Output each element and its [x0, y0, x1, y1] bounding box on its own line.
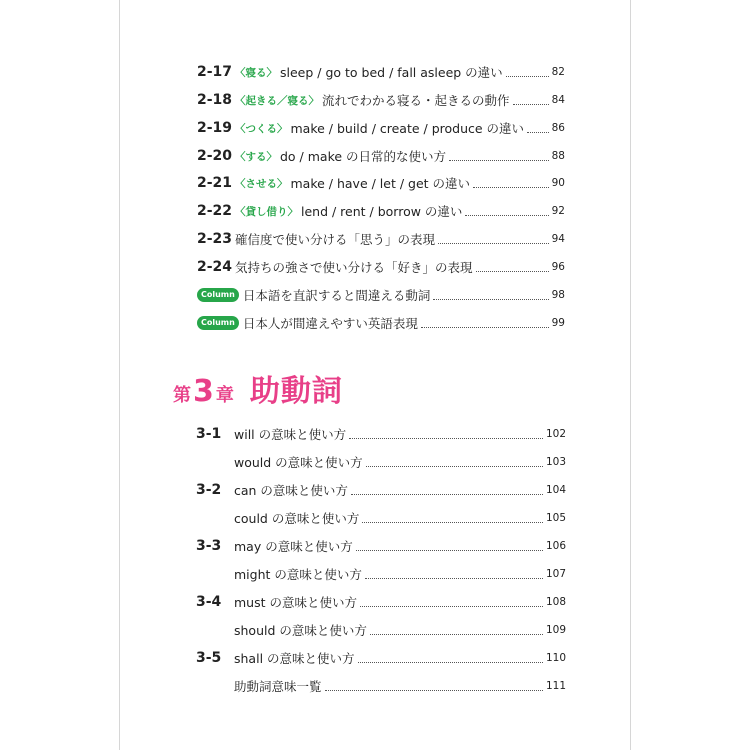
toc-entry[interactable] [197, 256, 565, 278]
leader-dots [362, 522, 543, 523]
entry-number: 2-20 [197, 148, 233, 164]
entry-number: 2-19 [197, 120, 233, 136]
toc-entry[interactable] [196, 647, 566, 669]
entry-number: 3-5 [196, 650, 222, 666]
entry-page: 98 [551, 289, 565, 301]
entry-page: 88 [551, 150, 565, 162]
entry-page: 106 [545, 540, 566, 552]
entry-title: make / build / create / produce の違い [290, 121, 525, 136]
entry-page: 90 [551, 177, 565, 189]
entry-title: do / make の日常的な使い方 [280, 149, 447, 164]
column-badge: Column [197, 288, 239, 302]
toc-entry[interactable] [196, 675, 566, 697]
entry-number: 2-22 [197, 203, 233, 219]
entry-title: 確信度で使い分ける「思う」の表現 [235, 232, 436, 247]
toc-entry[interactable] [197, 89, 565, 111]
entry-page: 94 [551, 233, 565, 245]
leader-dots [366, 466, 543, 467]
entry-number: 2-23 [197, 231, 233, 247]
entry-page: 107 [545, 568, 566, 580]
entry-page: 104 [545, 484, 566, 496]
leader-dots [513, 104, 549, 105]
entry-number: 3-2 [196, 482, 222, 498]
entry-number: 2-21 [197, 175, 233, 191]
entry-page: 111 [545, 680, 566, 692]
entry-title: will の意味と使い方 [234, 427, 347, 442]
leader-dots [476, 271, 549, 272]
leader-dots [349, 438, 543, 439]
entry-page: 92 [551, 205, 565, 217]
entry-tag: 〈貸し借り〉 [235, 205, 298, 218]
entry-tag: 〈する〉 [235, 150, 277, 163]
entry-title: 流れでわかる寝る・起きるの動作 [322, 93, 510, 108]
entry-title: 助動詞意味一覧 [234, 679, 322, 694]
entry-title: shall の意味と使い方 [234, 651, 355, 666]
toc-entry[interactable] [196, 451, 566, 473]
entry-page: 109 [545, 624, 566, 636]
entry-page: 82 [551, 66, 565, 78]
entry-page: 99 [551, 317, 565, 329]
entry-title: would の意味と使い方 [234, 455, 363, 470]
toc-entry[interactable] [197, 228, 565, 250]
entry-number: 2-17 [197, 64, 233, 80]
entry-title: 日本人が間違えやすい英語表現 [242, 316, 418, 331]
entry-tag: 〈寝る〉 [235, 66, 277, 79]
chapter-title: 助動詞 [249, 374, 343, 409]
leader-dots [360, 606, 543, 607]
toc-entry[interactable] [197, 145, 565, 167]
leader-dots [351, 494, 543, 495]
entry-tag: 〈つくる〉 [235, 122, 288, 135]
toc-entry[interactable] [196, 591, 566, 613]
entry-title: can の意味と使い方 [234, 483, 348, 498]
entry-title: lend / rent / borrow の違い [301, 204, 463, 219]
leader-dots [421, 327, 549, 328]
toc-entry[interactable] [197, 172, 565, 194]
toc-entry[interactable] [196, 479, 566, 501]
chapter-heading [173, 366, 343, 409]
leader-dots [449, 160, 549, 161]
leader-dots [370, 634, 543, 635]
leader-dots [433, 299, 548, 300]
column-badge: Column [197, 316, 239, 330]
leader-dots [356, 550, 543, 551]
toc-entry[interactable] [197, 61, 565, 83]
entry-title: 日本語を直訳すると間違える動詞 [242, 288, 431, 303]
toc-column-entry[interactable] [197, 284, 565, 306]
entry-page: 102 [545, 428, 566, 440]
entry-page: 105 [545, 512, 566, 524]
entry-page: 110 [545, 652, 566, 664]
leader-dots [473, 187, 549, 188]
toc-entry[interactable] [196, 535, 566, 557]
toc-entry[interactable] [196, 619, 566, 641]
leader-dots [365, 578, 543, 579]
entry-tag: 〈起きる／寝る〉 [235, 94, 319, 107]
entry-title: must の意味と使い方 [234, 595, 357, 610]
entry-page: 86 [551, 122, 565, 134]
leader-dots [358, 662, 543, 663]
entry-title: should の意味と使い方 [234, 623, 367, 638]
entry-title: could の意味と使い方 [234, 511, 360, 526]
entry-page: 103 [545, 456, 566, 468]
entry-number: 3-4 [196, 594, 222, 610]
entry-number: 2-24 [197, 259, 233, 275]
entry-page: 84 [551, 94, 565, 106]
toc-entry[interactable] [196, 507, 566, 529]
entry-page: 96 [551, 261, 565, 273]
entry-page: 108 [545, 596, 566, 608]
toc-entry[interactable] [196, 563, 566, 585]
toc-entry[interactable] [197, 117, 565, 139]
entry-number: 2-18 [197, 92, 233, 108]
entry-title: might の意味と使い方 [234, 567, 362, 582]
leader-dots [325, 690, 543, 691]
entry-title: may の意味と使い方 [234, 539, 353, 554]
toc-entry[interactable] [197, 200, 565, 222]
chapter-number: 3 [193, 374, 214, 409]
leader-dots [506, 76, 549, 77]
entry-number: 3-1 [196, 426, 222, 442]
chapter-suffix: 章 [215, 385, 234, 406]
leader-dots [465, 215, 548, 216]
entry-title: 気持ちの強さで使い分ける「好き」の表現 [235, 260, 473, 275]
entry-title: make / have / let / get の違い [290, 176, 471, 191]
toc-column-entry[interactable] [197, 312, 565, 334]
leader-dots [438, 243, 549, 244]
leader-dots [527, 132, 549, 133]
entry-tag: 〈させる〉 [235, 177, 288, 190]
entry-number: 3-3 [196, 538, 222, 554]
entry-title: sleep / go to bed / fall asleep の違い [280, 65, 503, 80]
chapter-prefix: 第 [173, 385, 191, 406]
toc-entry[interactable] [196, 423, 566, 445]
